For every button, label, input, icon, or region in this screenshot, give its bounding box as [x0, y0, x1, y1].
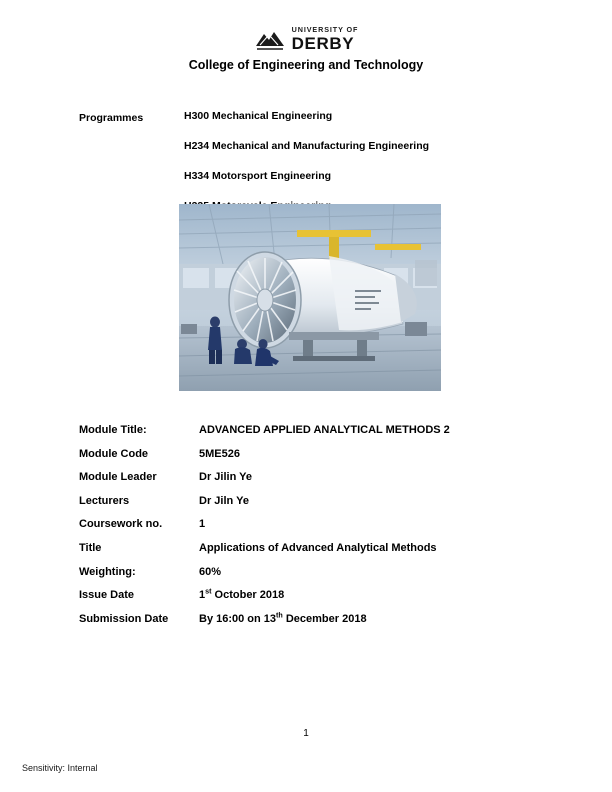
logo-top-line: UNIVERSITY OF	[291, 25, 359, 35]
table-row	[79, 542, 549, 554]
list-item: H334 Motorsport Engineering	[184, 170, 332, 182]
row-key: Coursework no.	[79, 518, 163, 531]
table-row	[79, 471, 549, 483]
module-details-table	[79, 424, 549, 636]
jet-engine-assembly-hall-photo	[179, 204, 441, 391]
table-row	[79, 589, 549, 601]
row-value: By 16:00 on 13th December 2018	[199, 611, 367, 625]
row-value: Dr Jiln Ye	[199, 494, 249, 507]
row-value: 5ME526	[199, 447, 240, 460]
row-key: Title	[79, 541, 102, 554]
row-value: 60%	[199, 565, 222, 578]
university-logo	[0, 24, 612, 54]
table-row	[79, 613, 549, 625]
row-value: Applications of Advanced Analytical Methods	[199, 541, 437, 554]
derby-ram-icon	[254, 24, 286, 54]
row-key: Weighting:	[79, 565, 136, 578]
programmes-list	[184, 110, 539, 212]
programmes-label: Programmes	[79, 112, 144, 124]
page-number: 1	[303, 728, 309, 739]
row-value: Dr Jilin Ye	[199, 471, 252, 484]
sensitivity-label: Sensitivity: Internal	[22, 763, 98, 773]
logo-bottom-line: DERBY	[291, 33, 355, 53]
row-value: 1st October 2018	[199, 587, 285, 602]
list-item: H300 Mechanical Engineering	[184, 110, 333, 122]
row-key: Issue Date	[79, 589, 135, 602]
row-value: ADVANCED APPLIED ANALYTICAL METHODS 2	[199, 424, 450, 436]
college-heading: College of Engineering and Technology	[188, 58, 424, 72]
row-key: Module Leader	[79, 471, 157, 484]
table-row	[79, 424, 549, 436]
row-key: Lecturers	[79, 494, 130, 507]
list-item: H234 Mechanical and Manufacturing Engineering	[184, 140, 430, 152]
table-row	[79, 518, 549, 530]
table-row	[79, 566, 549, 578]
table-row	[79, 448, 549, 460]
row-value: 1	[199, 518, 206, 531]
row-key: Module Title:	[79, 424, 147, 436]
row-key: Module Code	[79, 447, 149, 460]
row-key: Submission Date	[79, 612, 169, 625]
table-row	[79, 495, 549, 507]
